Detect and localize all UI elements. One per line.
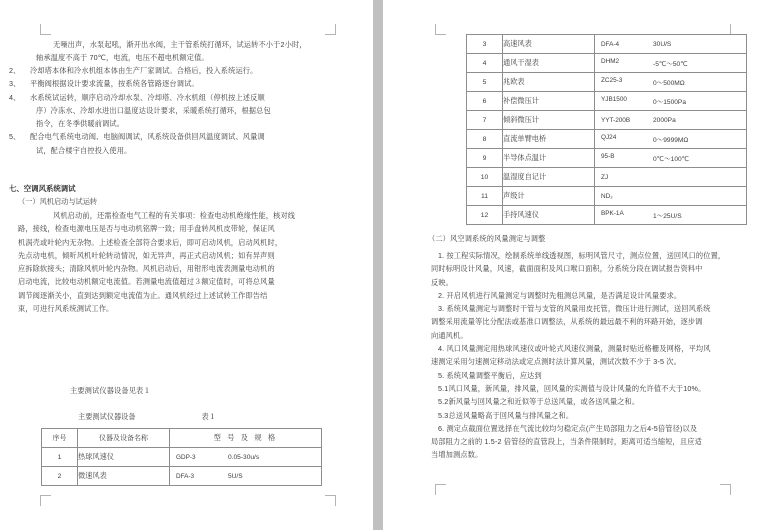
section-block: [0, 182, 373, 209]
cell-model: 95-B: [601, 153, 615, 160]
table-row: [467, 111, 747, 130]
instrument-table-left: [41, 428, 322, 486]
cell-no: 5: [467, 73, 503, 92]
cell-spec: [595, 73, 747, 92]
list-item-continuation: 序）冷冻水、冷却水进出口温度达设计要求，采暖系统打循环，根据总包: [36, 105, 271, 115]
crop-mark-bottom-left: [435, 484, 446, 495]
list-item-text: 4. 风口风量测定用热球风速仪或叶轮式风速仪测量，测量时贴近格栅及网格，平均风: [438, 344, 711, 354]
cell-range: 0～1500Pa: [653, 99, 686, 106]
table-caption-row: [0, 412, 373, 422]
cell-name: 热球风速仪: [78, 448, 170, 467]
crop-mark-top-left: [40, 24, 51, 35]
list-item-text: 平衡阀根据设计要求流量，按系统各管路逐台调试。: [30, 79, 199, 89]
table-row: [42, 467, 322, 486]
continued-paragraph: [0, 38, 373, 65]
list-item-text: 5.2新风量与回风量之和近似等于总送风量，或各送风量之和。: [438, 397, 640, 407]
crop-mark-bottom-right: [720, 484, 731, 495]
numbered-list: [0, 64, 373, 157]
list-item-continuation: 指令，在冬季供暖前调试。: [36, 119, 125, 129]
cell-no: 1: [42, 448, 78, 467]
cell-range: 0～9999MΩ: [653, 137, 689, 144]
cell-model: DFA-4: [601, 40, 620, 48]
cell-range: -5℃～50℃: [653, 61, 688, 68]
header-no: 序号: [42, 429, 78, 448]
table-row: [467, 130, 747, 149]
cell-model: GDP-3: [176, 453, 196, 461]
cell-spec: [595, 149, 747, 168]
list-item-text: 2. 开启风机进行风量测定与调整时先粗测总风量，是否满足设计风量要求。: [438, 290, 682, 300]
cell-name: 兆欧表: [503, 73, 595, 92]
cell-name: 声级计: [503, 187, 595, 206]
list-item-continuation: 试，配合楼宇自控投入使用。: [36, 145, 132, 155]
subsection-heading: （二）风空调系统的风量测定与调整: [428, 234, 546, 243]
cell-spec: [595, 54, 747, 73]
table-caption-number: 表１: [201, 412, 216, 421]
list-item-continuation: 反映。: [431, 277, 454, 287]
table-row: [467, 92, 747, 111]
table-row: [467, 149, 747, 168]
cell-model: ZC25-3: [601, 77, 623, 84]
crop-mark-bottom-right: [325, 495, 336, 506]
cell-model: ND₂: [601, 192, 613, 200]
cell-name: 温湿度自记计: [503, 168, 595, 187]
cell-range: 0℃～100℃: [653, 156, 690, 163]
cell-no: 7: [467, 111, 503, 130]
cell-no: 4: [467, 54, 503, 73]
cell-spec: [595, 187, 747, 206]
table-row: [467, 168, 747, 187]
list-item-text: 5.3总送风量略高于回风量与排风量之和。: [438, 410, 574, 420]
cell-model: QJ24: [601, 134, 617, 141]
cell-no: 3: [467, 35, 503, 54]
list-item-marker: 3、: [9, 79, 21, 89]
list-item-text: 配合电气系统电动阀、电脑阀调试，风系统设备供回风温度调试、风量调: [30, 132, 265, 142]
cell-model: YYT-200B: [601, 116, 631, 124]
table-body: [467, 35, 747, 225]
cell-name: 直流单臂电桥: [503, 130, 595, 149]
cell-model: ZJ: [601, 173, 609, 181]
cell-range: 5U/S: [228, 472, 243, 480]
table-header-row: [42, 429, 322, 448]
list-item-marker: 2、: [9, 66, 21, 75]
instrument-table: [41, 428, 322, 486]
cell-spec: [170, 467, 322, 486]
spec-group: [595, 134, 746, 144]
table-row: [467, 35, 747, 54]
page-right-body: [383, 0, 760, 530]
table-caption: [0, 412, 373, 422]
paragraph-line: 应拆除软接头；清除风机叶轮内杂物。风机启动后，用钳形电流表测量电动机的: [18, 264, 275, 274]
list-item-continuation: 局部阻力之前的 1.5-2 倍管径的直管段上，当条件限制时，距离可适当缩短，且应适: [431, 437, 702, 447]
list-item-marker: 4、: [9, 92, 21, 102]
cell-no: 2: [42, 467, 78, 486]
list-item-text: 1. 按工程实际情况，绘制系统单线透视图，标明风管尺寸，测点位置，送回风口的位置，: [438, 251, 726, 260]
paragraph-line: 先点动电机，倾听风机叶轮转动情况，如无异声，再正式启动风机；如有异声则: [18, 250, 275, 260]
spec-group: [595, 96, 746, 106]
crop-mark-top-left: [435, 24, 446, 35]
table-intro: [0, 384, 373, 397]
instrument-table-right: [466, 34, 747, 225]
list-item: [0, 91, 373, 104]
spec-group: [595, 174, 746, 181]
paragraph-line: 无噪出声，水泵起吼，渐开出水阀，主干管系统打循环，试运转不小于2小时，: [53, 40, 307, 49]
page-left: [0, 0, 373, 530]
spec-group: [170, 473, 321, 480]
spec-group: [595, 210, 746, 220]
spec-group: [595, 77, 746, 87]
spec-group: [595, 117, 746, 124]
table-intro-text: 主要测试仪器设备见表１: [70, 386, 151, 395]
crop-mark-bottom-left: [40, 495, 51, 506]
section-heading: 七、空调风系统调试: [9, 184, 76, 193]
right-subsection-heading-block: [383, 232, 760, 245]
table-row: [467, 73, 747, 92]
list-item-text: 5. 系统风量调整平衡后，应达到: [438, 370, 542, 380]
paragraph-line: 轴承温度不高于 70℃，电流，电压不超电机额定值。: [36, 53, 209, 63]
body-paragraph: [0, 209, 373, 315]
subsection-heading: （一）风机启动与试运转: [18, 197, 98, 207]
list-item-continuation: 速测定采用匀速测定移动法或定点测时法计算风量，测试次数不少于 3-5 次。: [431, 357, 681, 367]
cell-model: BPK-1A: [601, 210, 624, 217]
cell-name: 高速风表: [503, 35, 595, 54]
list-item: [0, 77, 373, 90]
spec-group: [595, 193, 746, 200]
cell-no: 9: [467, 149, 503, 168]
cell-no: 11: [467, 187, 503, 206]
cell-spec: [595, 206, 747, 225]
cell-range: 2000Pa: [653, 116, 676, 124]
page-left-body: [0, 0, 373, 530]
list-item-continuation: 同时标明设计风量，风速，截面面积及风口喉口面积，分系统分段在调试报告资料中: [431, 264, 703, 274]
cell-model: DFA-3: [176, 472, 195, 480]
cell-model: DHM2: [601, 58, 620, 65]
cell-spec: [170, 448, 322, 467]
header-name: 仪器及设备名称: [78, 429, 170, 448]
paragraph-line: 束，可进行风系统测试工作。: [18, 304, 114, 314]
paragraph-line: 机涡壳或叶轮内无杂物。上述检查全部符合要求后，即可启动风机，启动风机时，: [18, 237, 283, 247]
table-row: [42, 448, 322, 467]
cell-model: YJB1500: [601, 96, 627, 103]
paragraph-line: 路，接线，检查电源电压是否与电动机铭牌一致；用手盘转风机皮带轮，保证风: [18, 224, 275, 234]
list-item-text: 冷却塔本体和冷水机组本体由生产厂家调试。合格后，投入系统运行。: [30, 66, 258, 75]
paragraph-line: 调节阀逐渐关小，直到达到额定电流值为止。通风机经过上述试转工作即告结: [18, 290, 268, 300]
cell-spec: [595, 168, 747, 187]
header-spec: 型 号 及 规 格: [170, 429, 322, 448]
cell-name: 半导体点温计: [503, 149, 595, 168]
table-row: [467, 54, 747, 73]
page-right: [383, 0, 760, 530]
cell-no: 6: [467, 92, 503, 111]
cell-range: [653, 193, 746, 200]
spec-group: [170, 454, 321, 461]
cell-name: 手持风速仪: [503, 206, 595, 225]
list-item-text: 5.1风口风量，新风量，排风量，回风量的实测值与设计风量的允许值不大于10%。: [438, 383, 706, 393]
list-item: [0, 64, 373, 77]
list-item-text: 水系统试运转，顺序启动冷却水泵、冷却塔、冷水机组（停机按上述反顺: [30, 92, 265, 102]
cell-name: 倾斜微压计: [503, 111, 595, 130]
instrument-table-continued: [466, 34, 747, 225]
list-item-marker: 5、: [9, 132, 21, 142]
right-items-list: [383, 249, 760, 462]
cell-no: 12: [467, 206, 503, 225]
cell-no: 8: [467, 130, 503, 149]
cell-range: [653, 174, 746, 181]
cell-name: 微速风表: [78, 467, 170, 486]
cell-spec: [595, 111, 747, 130]
page-gutter-separator: [373, 0, 383, 530]
cell-range: 1～25U/S: [653, 213, 682, 220]
table-row: [467, 206, 747, 225]
list-item-continuation: 调整采用流量等比分配法或基准口调整法，从系统的最远最不利的环路开始，逐步调: [431, 317, 703, 327]
list-item-text: 6. 测定点截面位置选择在气流比较均匀稳定点(产生局部阻力之后4-5倍管径)以及: [438, 423, 698, 433]
list-item-continuation: 向通风机。: [431, 330, 468, 340]
spec-group: [595, 41, 746, 48]
cell-range: 0～500MΩ: [653, 80, 685, 87]
paragraph-line: 启动电流，比较电动机额定电流值。若测量电流值超过３额定值时，可将总风量: [18, 277, 275, 287]
cell-name: 补偿微压计: [503, 92, 595, 111]
paragraph-line: 风机启动前，还需检查电气工程的有关事项：检查电动机绝缘性能，核对线: [53, 211, 296, 220]
crop-mark-top-right: [325, 24, 336, 35]
table-row: [467, 187, 747, 206]
cell-spec: [595, 35, 747, 54]
table-caption-title: 主要测试仪器设备: [78, 412, 136, 421]
list-item: [0, 130, 373, 143]
cell-spec: [595, 92, 747, 111]
cell-spec: [595, 130, 747, 149]
list-item-continuation: 当增加测点数。: [431, 450, 483, 460]
cell-name: 通风干湿表: [503, 54, 595, 73]
spec-group: [595, 153, 746, 163]
list-item-text: 3. 系统风量测定与调整时干管与支管的风量用皮托管，微压计进行测试，送回风系统: [438, 304, 711, 314]
cell-range: 0.05-30u/s: [228, 453, 260, 461]
cell-no: 10: [467, 168, 503, 187]
spec-group: [595, 58, 746, 68]
cell-range: 30U/S: [653, 40, 672, 48]
